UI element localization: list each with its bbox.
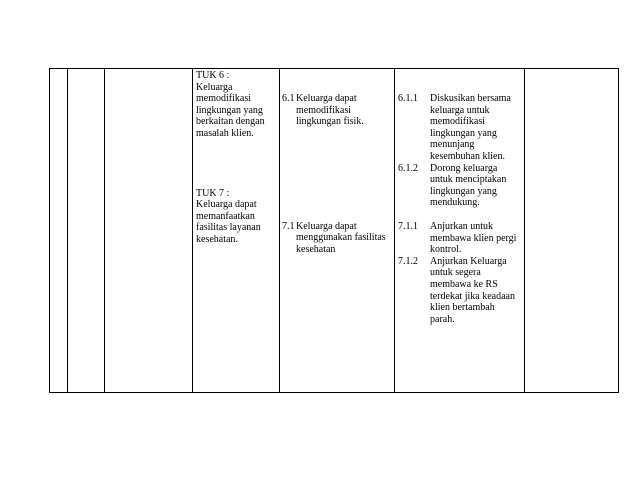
objective-line: memanfaatkan [196,210,255,222]
objective-line: TUK 6 : [196,70,230,81]
criteria-item-6-1 [282,93,392,128]
criteria-line: Keluarga dapat [296,93,357,104]
objective-line: TUK 7 : [196,187,230,199]
objective-line: berkaitan dengan [196,116,265,128]
intervention-line: menunjang [430,139,475,151]
intervention-number: 7.1.1 [398,220,418,232]
intervention-line: kontrol. [430,244,462,256]
criteria-line: kesehatan [296,243,336,255]
intervention-item-6-1-1 [398,93,522,163]
objective-tuk-6 [193,69,279,140]
criteria-line: memodifikasi [296,104,351,116]
intervention-item-6-1-2 [398,163,522,209]
intervention-line: membawa klien pergi [430,232,517,244]
intervention-line: mendukung. [430,197,480,209]
criteria-number: 6.1 [282,93,295,104]
objective-line: kesehatan. [196,233,238,245]
criteria-line: lingkungan fisik. [296,116,364,128]
intervention-list [395,93,524,325]
criteria-item-7-1 [282,221,392,256]
objective-line: Keluarga [196,81,233,93]
criteria-number: 7.1 [282,220,295,232]
intervention-line: kesembuhan klien. [430,150,505,162]
intervention-item-7-1-2 [398,256,522,326]
intervention-line: terdekat jika keadaan [430,290,515,302]
intervention-line: lingkungan yang [430,127,497,139]
intervention-number: 6.1.1 [398,93,418,104]
cell-diagnosis-date [68,69,105,393]
intervention-number: 7.1.2 [398,255,418,267]
intervention-line: untuk menciptakan [430,174,507,186]
intervention-line: membawa ke RS [430,278,498,290]
cell-criteria [280,69,395,393]
intervention-line: parah. [430,313,455,325]
intervention-line: keluarga untuk [430,104,490,116]
intervention-line: Anjurkan Keluarga [430,255,507,267]
intervention-line: klien bertambah [430,302,495,314]
intervention-item-7-1-1 [398,221,522,256]
objective-line: lingkungan yang [196,104,263,116]
intervention-line: Diskusikan bersama [430,93,511,104]
intervention-line: untuk segera [430,267,481,279]
intervention-line: memodifikasi [430,116,485,128]
cell-objectives [193,69,280,393]
table-row [50,69,619,393]
criteria-line: Keluarga dapat [296,220,357,232]
criteria-line: menggunakan fasilitas [296,232,386,244]
objective-line: masalah klien. [196,127,254,139]
cell-evaluation [525,69,619,393]
cell-number [50,69,68,393]
objective-line: memodifikasi [196,93,251,105]
objective-line: Keluarga dapat [196,199,257,211]
objective-line: fasilitas layanan [196,222,261,234]
nursing-care-plan-table [49,68,619,393]
cell-diagnosis [105,69,193,393]
intervention-line: Dorong keluarga [430,162,498,174]
intervention-line: Anjurkan untuk [430,220,494,232]
cell-interventions [395,69,525,393]
intervention-number: 6.1.2 [398,162,418,174]
objective-tuk-7 [193,140,279,246]
intervention-line: lingkungan yang [430,185,497,197]
criteria-list [280,93,394,256]
